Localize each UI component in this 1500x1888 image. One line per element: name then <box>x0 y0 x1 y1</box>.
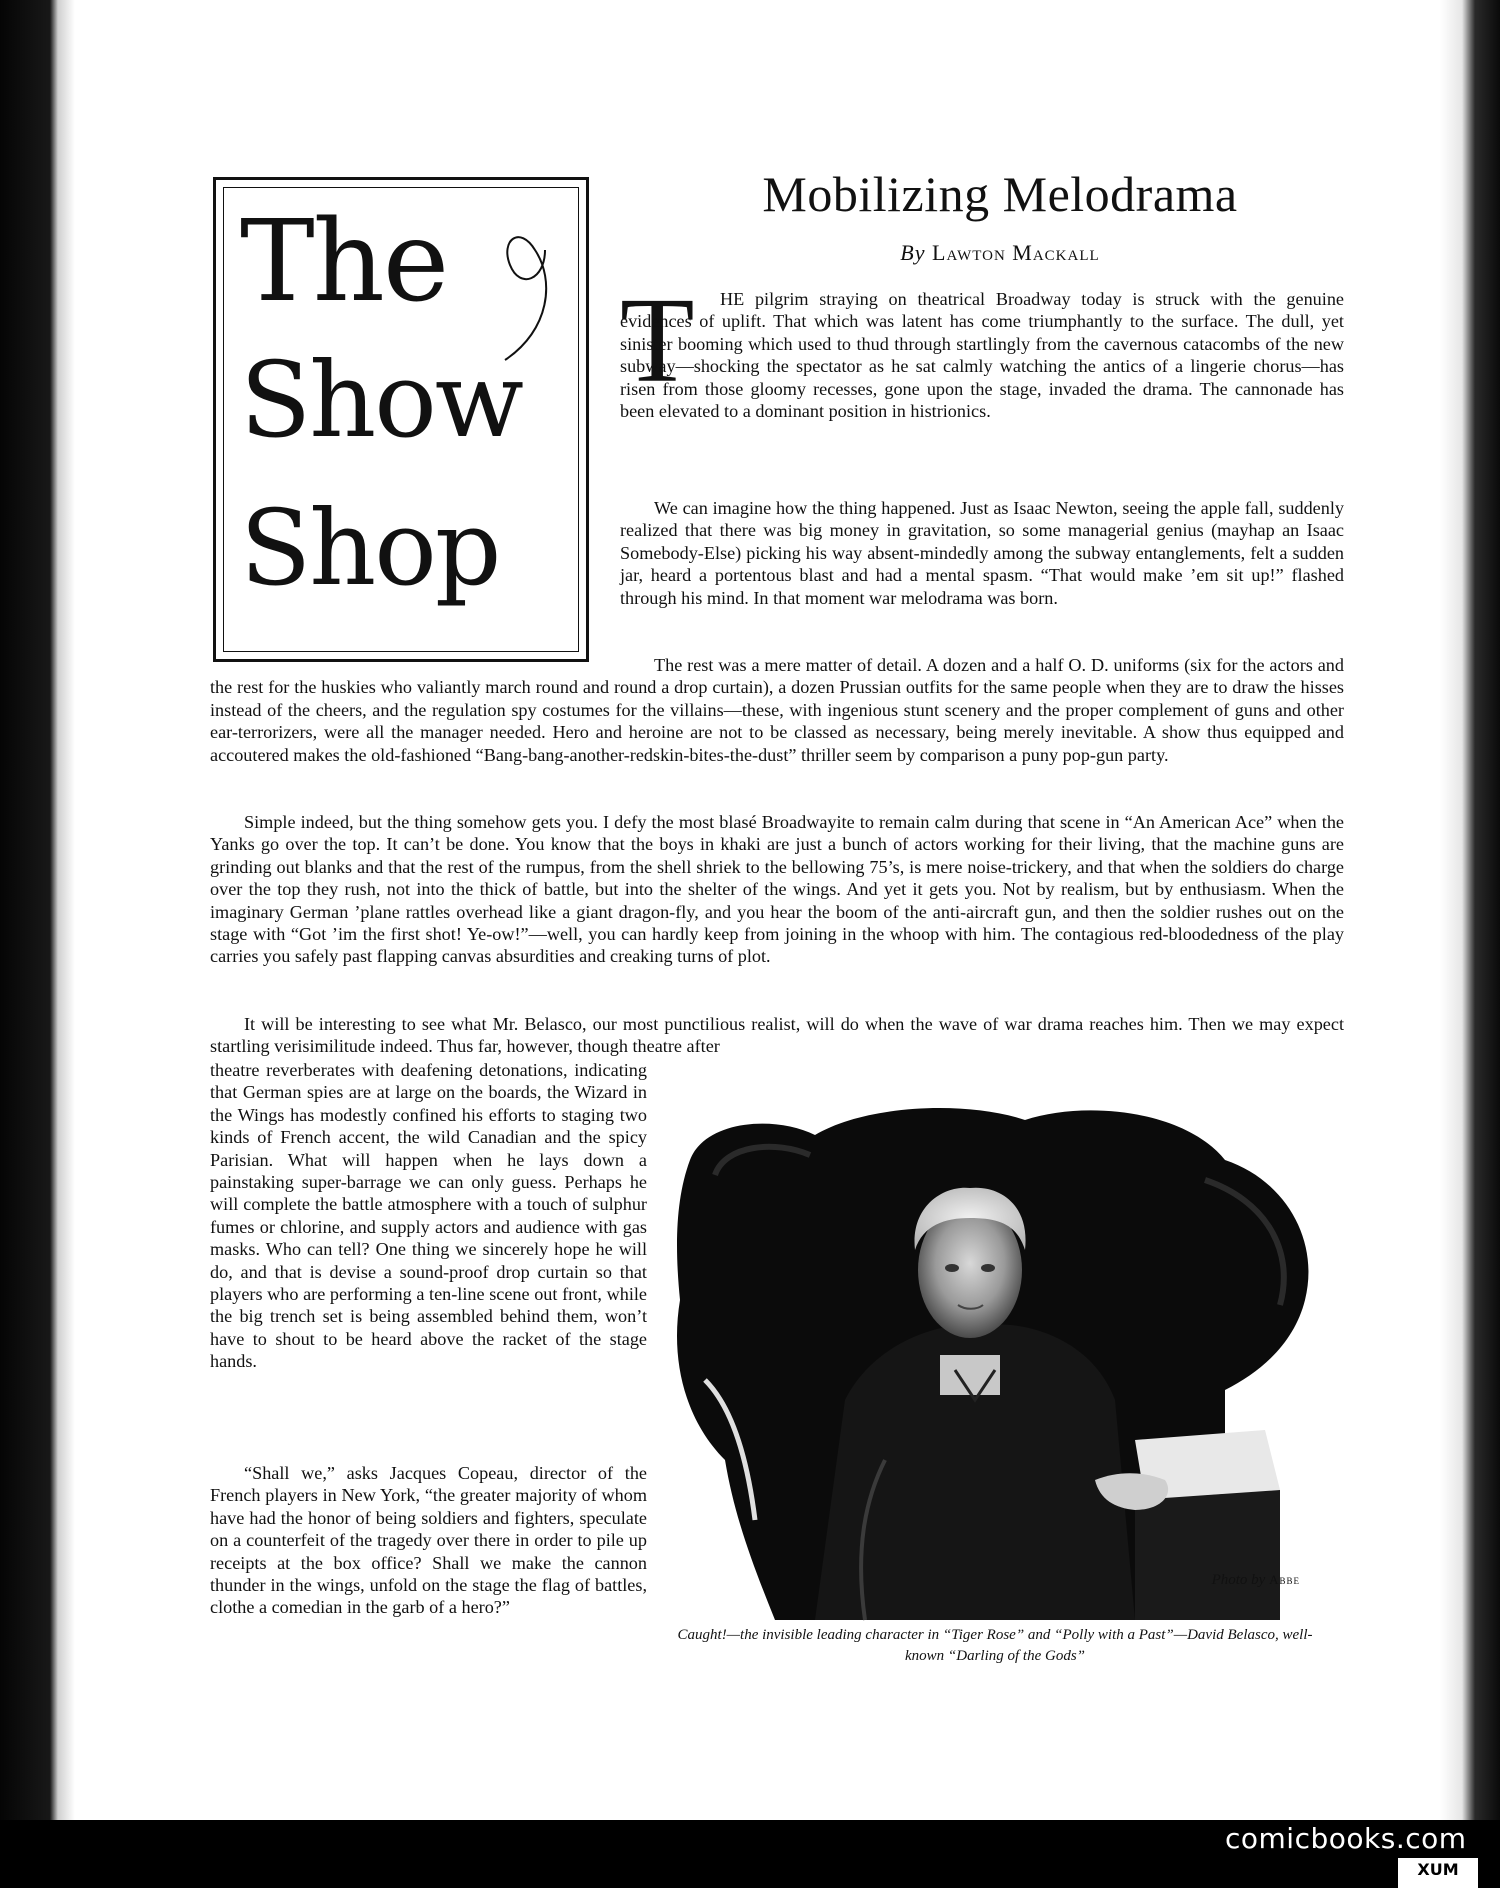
belasco-photo <box>665 1100 1325 1645</box>
photo-credit-name: Abbe <box>1269 1572 1300 1587</box>
masthead-line-2: Show <box>240 339 522 461</box>
photo-credit <box>1140 1572 1300 1589</box>
masthead-line-3: Shop <box>240 487 500 609</box>
article-byline <box>640 240 1360 266</box>
byline-prefix: By <box>900 240 926 265</box>
corner-tag: XUM <box>1398 1858 1478 1888</box>
paragraph-5: It will be interesting to see what Mr. Belasco, our most punctilious realist, will do when the wave of war drama reaches him. Then we may expect startling verisimilitude indeed. Thus far, however, though theatre after <box>210 1014 1344 1057</box>
paragraph-2: We can imagine how the thing happened. Just as Isaac Newton, seeing the apple fall, suddenly realized that there was big money in gravitation, so some managerial genius (mayhap an Isaac Somebody-Else) picking his way absent-mindedly among the subway entanglements, felt a sudden jar, heard a portentous blast and had a mental spasm. “That would make ’em sit up!” flashed through his mind. In that moment war melodrama was born. <box>620 498 1344 608</box>
paragraph-7: “Shall we,” asks Jacques Copeau, director of the French players in New York, “the greater majority of whom have had the honor of being soldiers and fighters, speculate on a counterfeit of the tragedy over there in order to pile up receipts at the box office? Shall we make the cannon thunder in the wings, unfold on the stage the flag of battles, clothe a comedian in the garb of a hero?” <box>210 1463 647 1618</box>
paragraph-1: HE pilgrim straying on theatrical Broadway today is struck with the genuine evidences of uplift. That which was latent has come triumphantly to the surface. The dull, yet sinister booming which used to thud through startlingly from the cavernous catacombs of the new subway—shocking the spectator as he sat calmly watching the antics of a lingerie chorus—has risen from those gloomy recesses, gone upon the stage, invaded the drama. The cannonade has been elevated to a dominant position in histrionics. <box>620 289 1344 422</box>
masthead-swash-ornament <box>495 210 555 370</box>
drop-cap: T <box>620 273 695 408</box>
photo-caption: Caught!—the invisible leading character in “Tiger Rose” and “Polly with a Past”—David Belasco, well-known “Darling of the Gods” <box>677 1627 1313 1664</box>
article-title: Mobilizing Melodrama <box>762 166 1238 222</box>
paragraph-6: theatre reverberates with deafening detonations, indicating that German spies are at large on the boards, the Wizard in the Wings has modestly confined his efforts to staging two kinds of French accent, the wild Canadian and the spicy Parisian. What will happen when he lays down a painstaking super-barrage we can only guess. Perhaps he will complete the battle atmosphere with a touch of sulphur fumes or chlorine, and supply actors and audience with gas masks. Who can tell? One thing we sincerely hope he will do, and that is devise a sound-proof drop curtain so that players who are performing a ten-line scene out front, while the big trench set is being assembled behind them, won’t have to shout to be heard above the racket of the stage hands. <box>210 1060 647 1372</box>
paragraph-4: Simple indeed, but the thing somehow gets you. I defy the most blasé Broadwayite to remain calm during that scene in “An American Ace” when the Yanks go over the top. It can’t be done. You know that the boys in khaki are just a bunch of actors working for their living, that the machine guns are grinding out blanks and that the rest of the rumpus, from the shell shriek to the bellowing 75’s, is mere noise-trickery, and that when the soldiers do charge over the top they rush, not into the thick of battle, but into the shelter of the wings. And yet it gets you. Not by realism, but by enthusiasm. When the imaginary German ’plane rattles overhead like a giant dragon-fly, and you hear the boom of the anti-aircraft gun, and then the soldier rushes out on the stage with “Got ’im the first shot! Ye-ow!”—well, you can hardly keep from joining in the whoop with him. The contagious red-bloodedness of the play carries you safely past flapping canvas absurdities and creaking turns of plot. <box>210 812 1344 967</box>
photo-illustration <box>665 1100 1325 1645</box>
byline-author: Lawton Mackall <box>932 240 1100 265</box>
photo-credit-prefix: Photo by <box>1211 1572 1266 1588</box>
paragraph-3: The rest was a mere matter of detail. A dozen and a half O. D. uniforms (six for the actors and the rest for the huskies who valiantly march round and round a drop curtain), a dozen Prussian outfits for the same people when they are to draw the hisses instead of the cheers, and the regulation spy costumes for the villains—these, with ingenious stunt scenery and the proper complement of guns and other ear-terrorizers, were all the manager needed. Hero and heroine are not to be classed as necessary, being merely inevitable. A show thus equipped and accoutered makes the old-fashioned “Bang-bang-another-redskin-bites-the-dust” thriller seem by comparison a puny pop-gun party. <box>210 655 1344 765</box>
site-watermark: comicbooks.com <box>1225 1822 1467 1855</box>
masthead-line-1: The <box>240 197 448 327</box>
